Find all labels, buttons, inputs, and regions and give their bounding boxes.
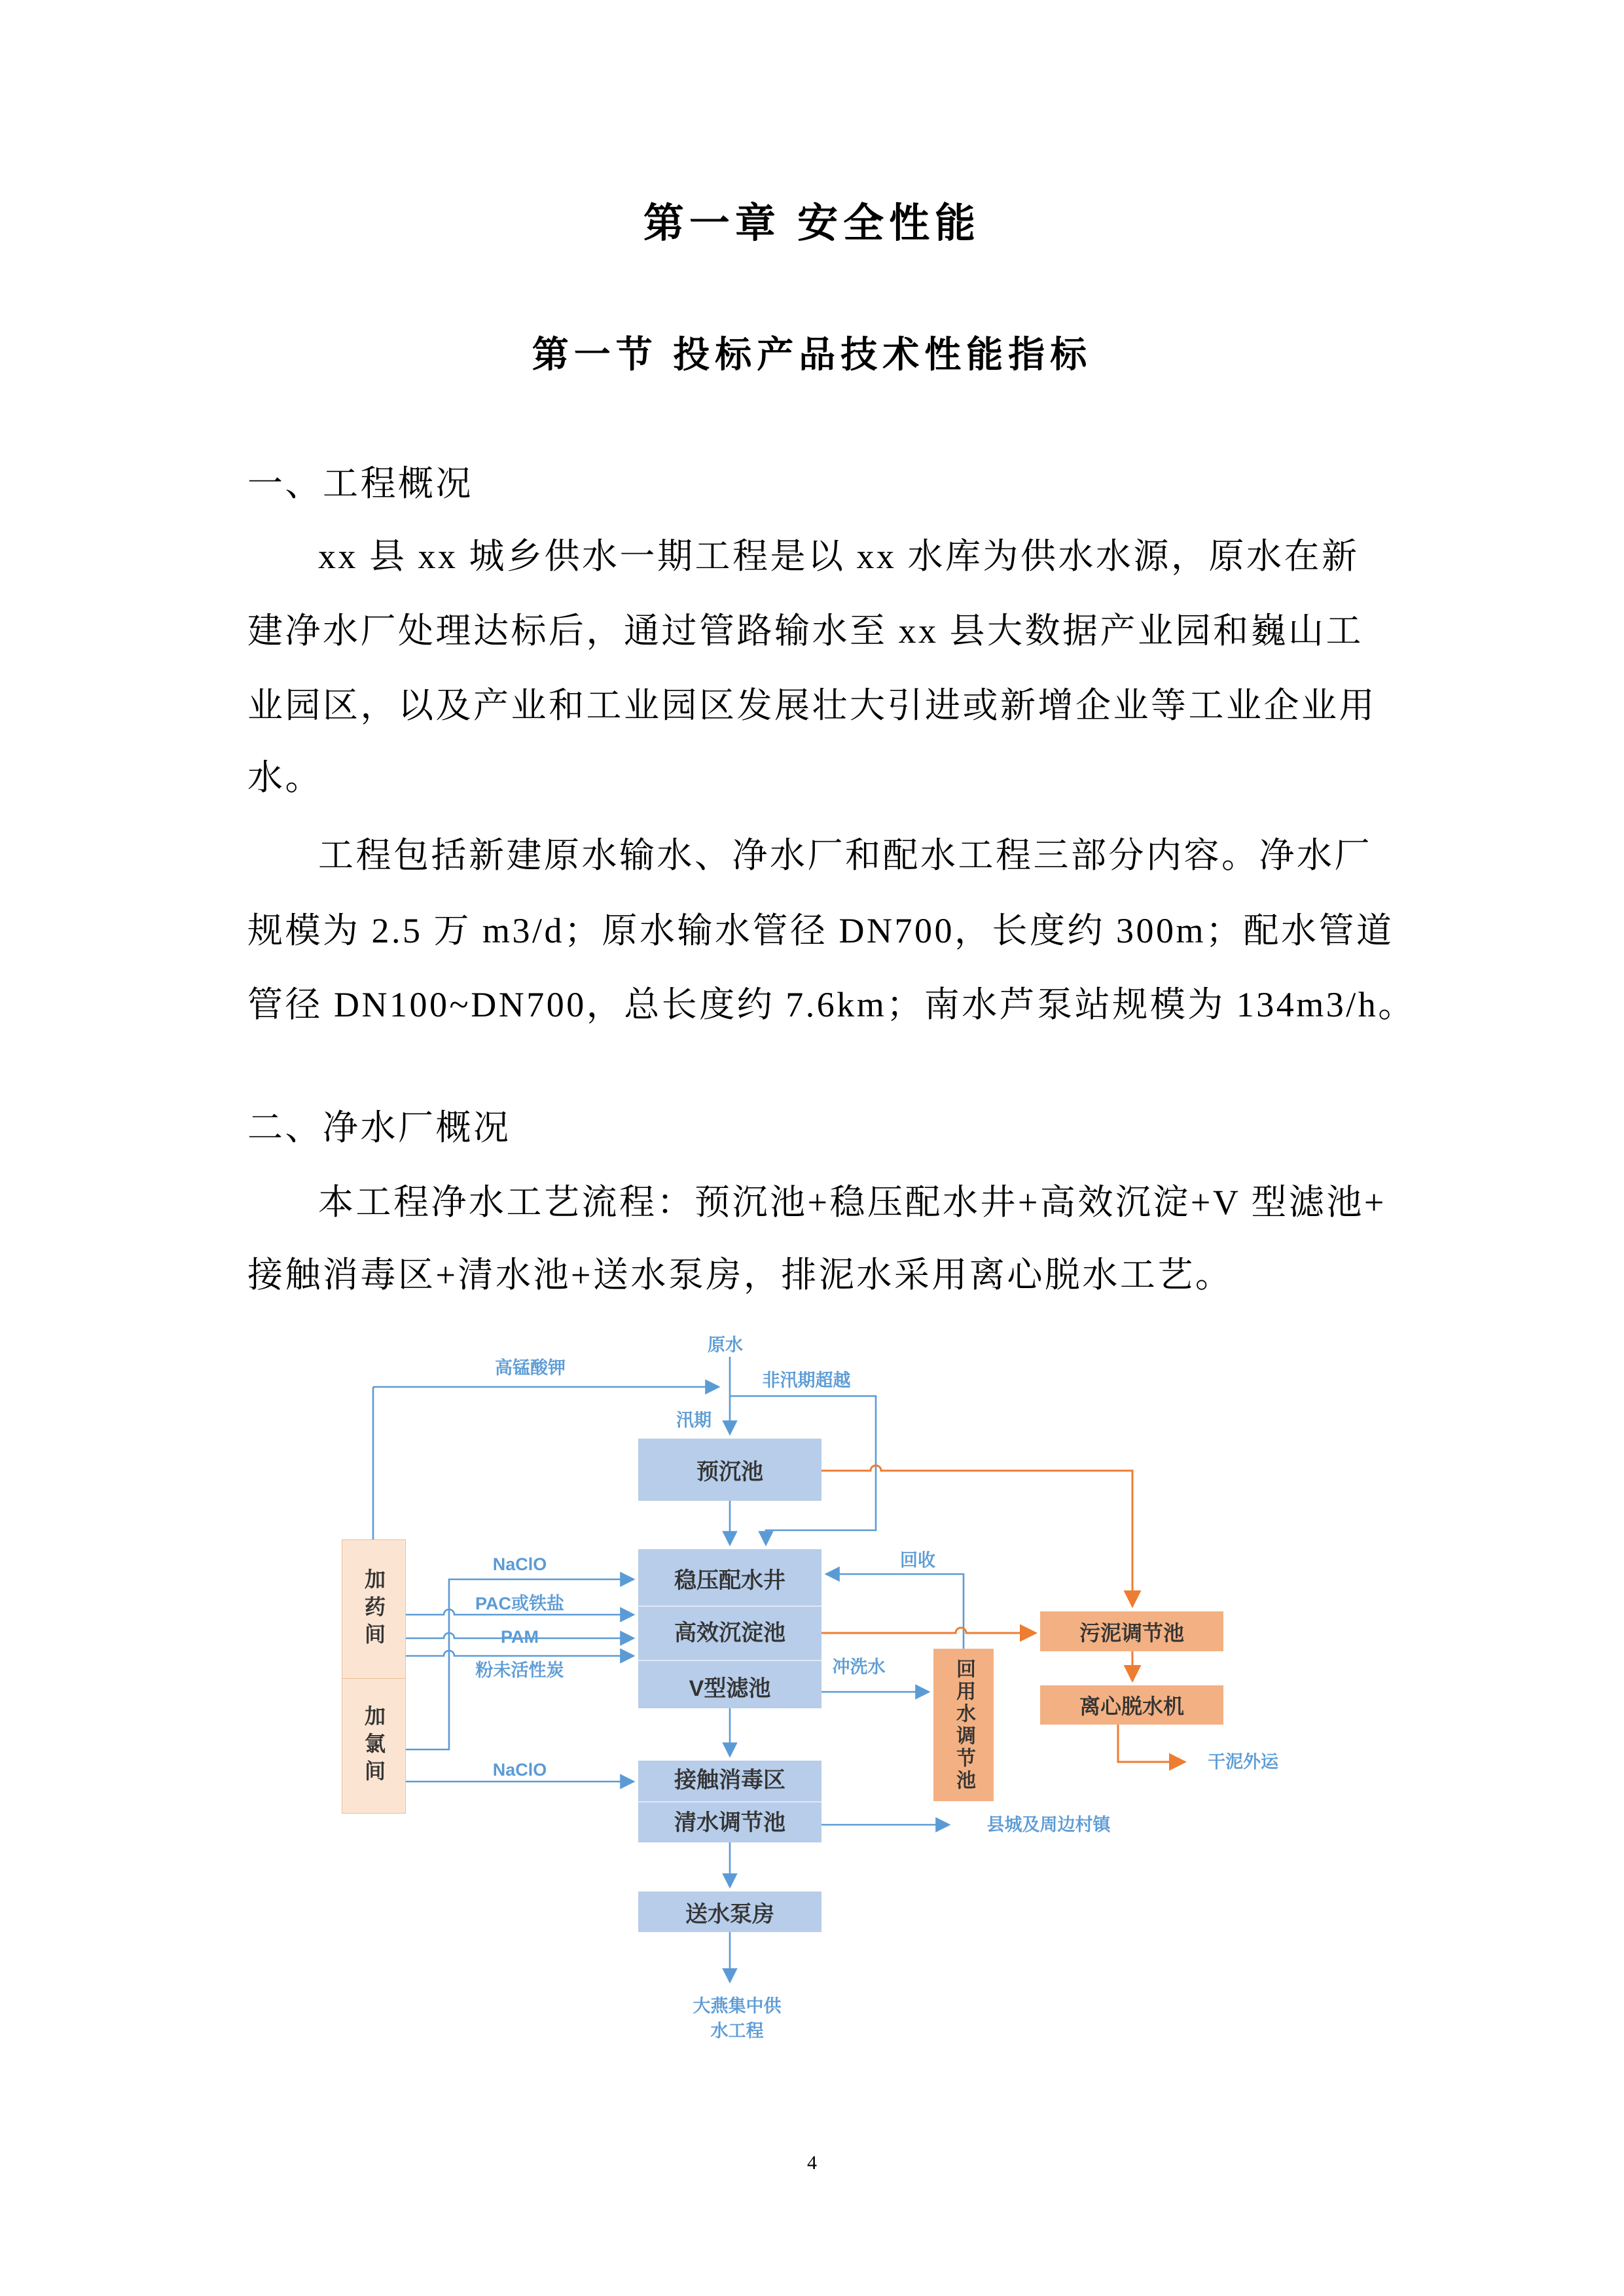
divider xyxy=(638,1801,821,1803)
label-high-eff-clarifier: 高效沉淀池 xyxy=(674,1621,785,1645)
label-county-towns: 县城及周边村镇 xyxy=(986,1815,1111,1835)
carbon-dosing-line xyxy=(405,1651,634,1656)
clarifier-sludge-line xyxy=(821,1628,1036,1633)
chapter-title: 第一章 安全性能 xyxy=(643,201,981,246)
process-flow-diagram xyxy=(295,1296,1342,2068)
divider xyxy=(638,1660,821,1661)
label-naclo-top: NaClO xyxy=(492,1554,547,1574)
box-pump-house: 送水泵房 xyxy=(638,1892,821,1932)
paragraph-line: 管径 DN100~DN700，总长度约 7.6km；南水芦泵站规模为 134m3/h。 xyxy=(247,985,1416,1024)
paragraph-line: 业园区，以及产业和工业园区发展壮大引进或新增企业等工业企业用 xyxy=(247,686,1377,725)
box-dosing-room: 加药间 xyxy=(342,1539,406,1679)
label-clear-water-tank: 清水调节池 xyxy=(674,1810,785,1835)
paragraph-line: 接触消毒区+清水池+送水泵房，排泥水采用离心脱水工艺。 xyxy=(247,1255,1233,1295)
label-v-filter: V型滤池 xyxy=(689,1676,771,1701)
label-stabilized-well: 稳压配水井 xyxy=(674,1568,785,1593)
recycle-return-line xyxy=(826,1574,964,1649)
page-number: 4 xyxy=(807,2152,817,2174)
label-pac-or-iron: PAC或铁盐 xyxy=(475,1594,565,1613)
paragraph-line: 工程包括新建原水输水、净水厂和配水工程三部分内容。净水厂 xyxy=(318,836,1372,875)
paragraph-line: 水。 xyxy=(247,758,323,797)
label-permanganate: 高锰酸钾 xyxy=(495,1358,566,1378)
box-reuse-water-tank: 回用水调节池 xyxy=(933,1649,994,1801)
divider xyxy=(638,1605,821,1607)
paragraph-line: xx 县 xx 城乡供水一期工程是以 xx 水库为供水水源，原水在新 xyxy=(318,537,1360,576)
section-title: 第一节 投标产品技术性能指标 xyxy=(532,334,1092,375)
box-chlorination-room: 加氯间 xyxy=(342,1678,406,1814)
label-dayan-supply: 大燕集中供 水工程 xyxy=(693,1996,782,2041)
label-recycle: 回收 xyxy=(900,1551,935,1570)
label-naclo-bottom: NaClO xyxy=(492,1760,547,1780)
paragraph-line: 规模为 2.5 万 m3/d；原水输水管径 DN700，长度约 300m；配水管道 xyxy=(247,911,1394,950)
box-disinfection-clearwater xyxy=(638,1761,821,1842)
label-dry-sludge-out: 干泥外运 xyxy=(1208,1752,1278,1772)
heading-project-overview: 一、工程概况 xyxy=(247,464,473,503)
pre-sed-sludge-line xyxy=(821,1465,1132,1606)
label-raw-water: 原水 xyxy=(708,1335,743,1355)
label-powdered-carbon: 粉未活性炭 xyxy=(475,1660,564,1680)
box-pre-sedimentation: 预沉池 xyxy=(638,1439,821,1501)
label-contact-disinfection: 接触消毒区 xyxy=(674,1768,785,1793)
box-centrifuge: 离心脱水机 xyxy=(1040,1685,1223,1725)
paragraph-line: 建净水厂处理达标后，通过管路输水至 xx 县大数据产业园和巍山工 xyxy=(247,611,1363,651)
heading-plant-overview: 二、净水厂概况 xyxy=(247,1108,511,1147)
label-flood-season: 汛期 xyxy=(676,1410,712,1430)
label-non-flood-bypass: 非汛期超越 xyxy=(762,1371,851,1390)
label-pam: PAM xyxy=(501,1627,539,1647)
box-sludge-tank: 污泥调节池 xyxy=(1040,1611,1223,1651)
dry-sludge-out-line xyxy=(1118,1725,1185,1762)
box-main-treatment xyxy=(638,1549,821,1708)
paragraph-line: 本工程净水工艺流程：预沉池+稳压配水井+高效沉淀+V 型滤池+ xyxy=(318,1183,1386,1222)
label-flush-water: 冲洗水 xyxy=(832,1657,886,1677)
